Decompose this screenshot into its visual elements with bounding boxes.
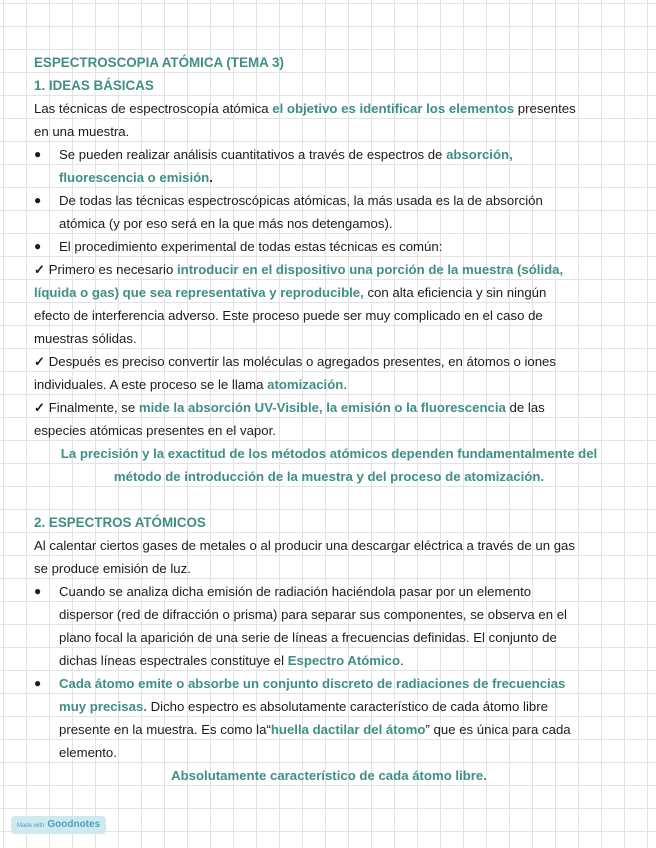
goodnotes-logo-text: Goodnotes [47, 819, 101, 830]
bullet-icon: ● [34, 676, 42, 690]
check-item-continuation: efecto de interferencia adverso. Este proceso puede ser muy complicado en el caso de [34, 308, 543, 323]
key-statement-2: Absolutamente característico de cada átomo libre. [171, 768, 487, 783]
bullet-icon: ● [34, 193, 42, 207]
spacer [34, 488, 624, 511]
section-1-heading: 1. IDEAS BÁSICAS [34, 78, 154, 93]
bullet-item-continuation: fluorescencia o emisión. [59, 170, 213, 185]
highlight-text: mide la absorción UV-Visible, la emisión o la fluorescencia [138, 400, 506, 415]
highlight-text: líquida o gas) que sea representativa y reproducible, [34, 285, 364, 300]
highlight-text: Cada átomo emite o absorbe un conjunto discreto de radiaciones de frecuencias [59, 676, 566, 691]
check-item-continuation: muestras sólidas. [34, 331, 137, 346]
bullet-item-continuation: dichas líneas espectrales constituye el Espectro Atómico. [59, 653, 404, 668]
bullet-item-continuation: elemento. [59, 745, 117, 760]
section-2-heading: 2. ESPECTROS ATÓMICOS [34, 515, 206, 530]
bullet-icon: ● [34, 584, 42, 598]
paragraph-1-line-1: Las técnicas de espectroscopía atómica el objetivo es identificar los elementos presentes [34, 101, 576, 116]
bullet-item: ● Se pueden realizar análisis cuantitativos a través de espectros de absorción, [34, 143, 624, 166]
bullet-icon: ● [34, 239, 42, 253]
bullet-item [34, 672, 624, 695]
check-item: ✓ Después es preciso convertir las moléculas o agregados presentes, en átomos o iones [34, 354, 556, 369]
bullet-item-continuation: dispersor (red de difracción o prisma) para separar sus componentes, se observa en el [59, 607, 567, 622]
bullet-item: ● El procedimiento experimental de todas estas técnicas es común: [34, 235, 624, 258]
document-title: ESPECTROSCOPIA ATÓMICA (TEMA 3) [34, 55, 284, 70]
document-page [34, 51, 624, 787]
bullet-item-continuation: atómica (y por eso será en la que más nos detengamos). [59, 216, 393, 231]
bullet-item-continuation: presente en la muestra. Es como la“huella dactilar del átomo” que es única para cada [59, 722, 571, 737]
bullet-item-continuation: plano focal la aparición de una serie de líneas a frecuencias definidas. El conjunto de [59, 630, 557, 645]
key-statement-line-1: La precisión y la exactitud de los métodos atómicos dependen fundamentalmente del [60, 446, 598, 461]
highlight-text: muy precisas. [59, 699, 147, 714]
bullet-item: ● De todas las técnicas espectroscópicas atómicas, la más usada es la de absorción [34, 189, 624, 212]
paragraph-2-line-2: se produce emisión de luz. [34, 561, 191, 576]
highlight-text: Espectro Atómico [287, 653, 401, 668]
highlight-text: atomización [267, 377, 344, 392]
bullet-item: ● Cuando se analiza dicha emisión de radiación haciéndola pasar por un elemento [34, 580, 624, 603]
check-item-continuation: líquida o gas) que sea representativa y reproducible, con alta eficiencia y sin ningún [34, 285, 547, 300]
highlight-text: fluorescencia o emisión [59, 170, 210, 185]
check-item-continuation: individuales. A este proceso se le llama atomización. [34, 377, 348, 392]
highlight-text: introducir en el dispositivo una porción de la muestra (sólida, [177, 262, 564, 277]
bullet-item-continuation: muy precisas. Dicho espectro es absolutamente característico de cada átomo libre [59, 699, 548, 714]
checkmark-icon: ✓ [34, 354, 46, 369]
highlight-text: absorción, [446, 147, 513, 162]
checkmark-icon: ✓ [34, 262, 46, 277]
paragraph-2-line-1: Al calentar ciertos gases de metales o al producir una descargar eléctrica a través de un gas [34, 538, 575, 553]
bullet-icon: ● [34, 147, 42, 161]
checkmark-icon: ✓ [34, 400, 46, 415]
highlight-text: el objetivo es identificar los elementos [272, 101, 515, 116]
goodnotes-badge[interactable]: Made with Goodnotes [11, 816, 106, 834]
check-item: ✓ Primero es necesario introducir en el dispositivo una porción de la muestra (sólida, [34, 262, 564, 277]
key-statement-line-2: método de introducción de la muestra y del proceso de atomización. [113, 469, 545, 484]
highlight-text: huella dactilar del átomo [270, 722, 426, 737]
paragraph-1-line-2: en una muestra. [34, 124, 130, 139]
check-item: ✓ Finalmente, se mide la absorción UV-Visible, la emisión o la fluorescencia de las [34, 400, 545, 415]
check-item-continuation: especies atómicas presentes en el vapor. [34, 423, 276, 438]
